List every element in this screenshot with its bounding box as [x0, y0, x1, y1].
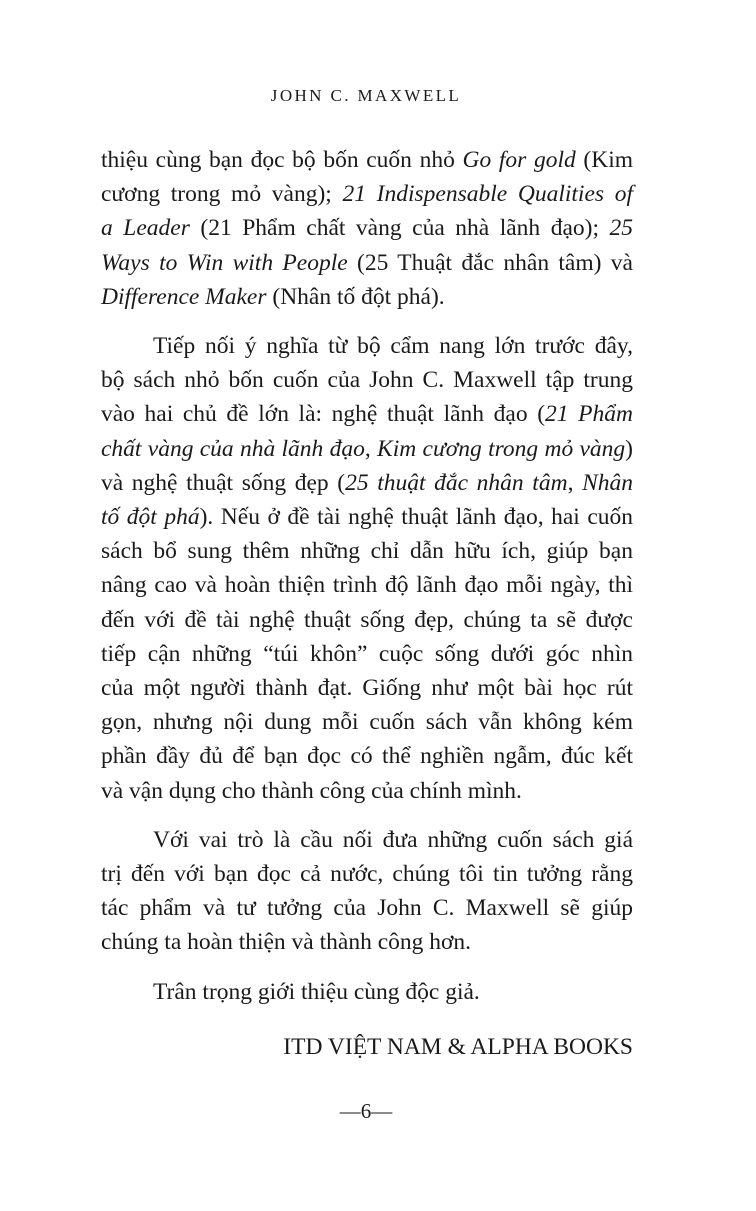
text-run: (Nhân tố đột phá). — [266, 283, 445, 310]
text-run: ). Nếu ở đề tài nghệ thuật lãnh đạo, hai cuốn — [199, 504, 633, 531]
text-run: và nghệ thuật sống đẹp ( — [101, 469, 346, 496]
text-line — [101, 823, 633, 857]
text-line — [101, 177, 633, 211]
text-line — [101, 329, 633, 363]
text-run: thiệu cùng bạn đọc bộ bốn cuốn nhỏ — [101, 147, 463, 173]
italic-title: Kim cương trong mỏ vàng — [377, 435, 626, 462]
text-run: phần đầy đủ để bạn đọc có thể nghiền ngẫm, đúc kết — [101, 743, 633, 770]
text-line — [101, 774, 633, 808]
text-run: sách bổ sung thêm những chỉ dẫn hữu ích, giúp bạn — [101, 538, 633, 565]
italic-title: 21 Phẩm — [545, 401, 633, 428]
text-run: nâng cao và hoàn thiện trình độ lãnh đạo mỗi ngày, thì — [101, 572, 633, 599]
italic-title: tố đột phá — [101, 504, 200, 531]
text-run: vào hai chủ đề lớn là: nghệ thuật lãnh đạo ( — [101, 401, 546, 428]
body-text — [101, 143, 633, 1009]
text-line — [101, 280, 633, 314]
text-run: cương trong mỏ vàng); — [101, 181, 343, 208]
text-run: (25 Thuật đắc nhân tâm) và — [347, 249, 633, 276]
text-line — [101, 891, 633, 925]
italic-title: Difference Maker — [101, 283, 267, 310]
italic-title: 21 Indispensable Qualities of — [342, 181, 633, 208]
paragraph-1 — [101, 143, 633, 314]
text-run: bộ sách nhỏ bốn cuốn của John C. Maxwell tập trung — [101, 367, 633, 394]
text-run: và vận dụng cho thành công của chính mình. — [101, 777, 522, 804]
text-run: (Kim — [575, 147, 633, 173]
text-line — [101, 246, 633, 280]
text-run: ) — [625, 435, 633, 462]
text-run: , — [567, 469, 583, 496]
italic-title: Go for gold — [462, 147, 576, 173]
paragraph-3 — [101, 823, 633, 960]
text-line — [101, 637, 633, 671]
text-run: Trân trọng giới thiệu cùng độc giả. — [153, 978, 480, 1005]
text-run: trị đến với bạn đọc cả nước, chúng tôi tin tưởng rằng — [101, 861, 633, 888]
page-number: —6— — [339, 1099, 393, 1123]
italic-title: a Leader — [101, 215, 190, 242]
publisher-signature: ITD VIỆT NAM & ALPHA BOOKS — [283, 1034, 633, 1060]
text-line — [101, 363, 633, 397]
text-run: của một người thành đạt. Giống như một bài học rút — [101, 675, 633, 702]
text-run: , — [364, 435, 378, 462]
text-line — [101, 143, 633, 177]
text-line — [101, 739, 633, 773]
paragraph-4 — [101, 975, 633, 1009]
text-line — [101, 671, 633, 705]
text-run: đến với đề tài nghệ thuật sống đẹp, chúng ta sẽ được — [101, 606, 633, 633]
text-line — [101, 975, 633, 1009]
text-line — [101, 432, 633, 466]
text-run: Tiếp nối ý nghĩa từ bộ cẩm nang lớn trước đây, — [153, 333, 633, 360]
text-run: tiếp cận những “túi khôn” cuộc sống dưới góc nhìn — [101, 640, 633, 667]
italic-title: Nhân — [582, 469, 633, 496]
text-line — [101, 534, 633, 568]
text-line — [101, 603, 633, 637]
text-line — [101, 211, 633, 245]
italic-title: chất vàng của nhà lãnh đạo — [101, 435, 365, 462]
running-head: JOHN C. MAXWELL — [270, 86, 462, 105]
text-line — [101, 857, 633, 891]
text-line — [101, 568, 633, 602]
italic-title: Ways to Win with People — [101, 249, 348, 276]
text-line — [101, 925, 633, 959]
text-line — [101, 705, 633, 739]
italic-title: 25 — [609, 215, 634, 242]
text-run: chúng ta hoàn thiện và thành công hơn. — [101, 929, 472, 956]
text-run: Với vai trò là cầu nối đưa những cuốn sách giá — [153, 826, 633, 853]
paragraph-2 — [101, 329, 633, 808]
text-run: tác phẩm và tư tưởng của John C. Maxwell sẽ giúp — [101, 895, 633, 922]
text-run: (21 Phẩm chất vàng của nhà lãnh đạo); — [189, 215, 610, 242]
text-line — [101, 397, 633, 431]
text-line — [101, 466, 633, 500]
text-line — [101, 500, 633, 534]
italic-title: 25 thuật đắc nhân tâm — [345, 469, 568, 496]
text-run: gọn, nhưng nội dung mỗi cuốn sách vẫn không kém — [101, 709, 633, 736]
